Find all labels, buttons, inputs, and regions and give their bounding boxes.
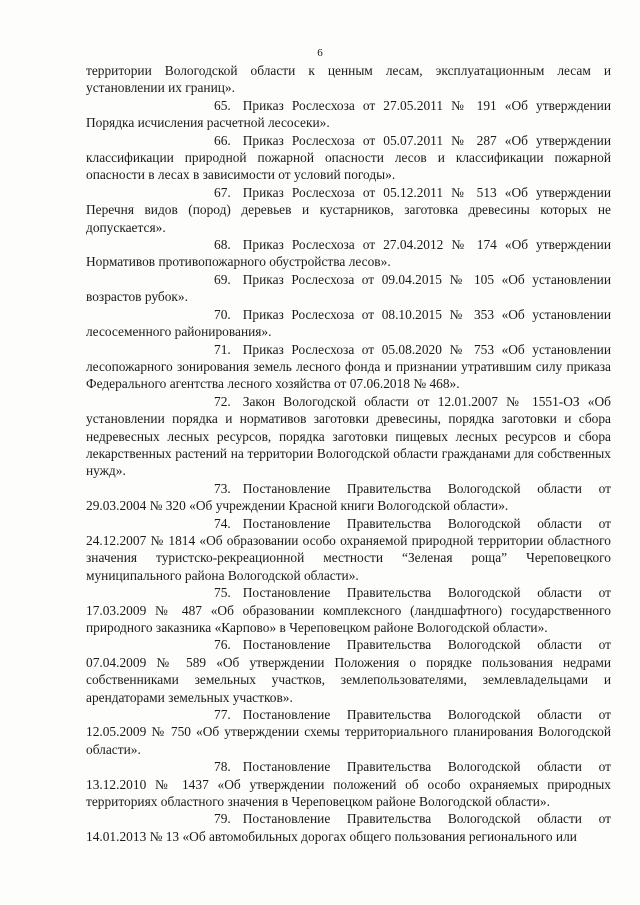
item-number: 72.: [214, 393, 231, 409]
item-text: Постановление Правительства Вологодской области от 13.12.2010 № 1437 «Об утверждении положений об особо охраняемых природных территориях областного значения в Череповецком районе Вологодской области».: [86, 759, 611, 810]
item-text: Приказ Рослесхоза от 05.12.2011 № 513 «Об утверждении Перечня видов (пород) деревьев и кустарников, заготовка древесины которых не допускается».: [86, 184, 611, 235]
item-text: Постановление Правительства Вологодской области от 07.04.2009 № 589 «Об утверждении Положения о порядке пользования недрами собственниками земельных участков, землепользователями, землевладельцами и арендаторами земельных участков».: [86, 637, 611, 705]
document-body: [86, 62, 611, 845]
list-item: [86, 236, 611, 271]
list-item: [86, 480, 611, 515]
list-item: [86, 758, 611, 810]
list-item: [86, 271, 611, 306]
list-item: [86, 184, 611, 236]
item-number: 79.: [214, 811, 231, 827]
list-item: [86, 132, 611, 184]
list-item: [86, 515, 611, 585]
item-text: Приказ Рослесхоза от 27.04.2012 № 174 «Об утверждении Нормативов противопожарного обустройства лесов».: [86, 237, 611, 270]
list-item: [86, 393, 611, 480]
numbered-list: [86, 97, 611, 845]
item-number: 75.: [214, 585, 231, 601]
item-text: Приказ Рослесхоза от 27.05.2011 № 191 «Об утверждении Порядка исчисления расчетной лесосеки».: [86, 97, 611, 131]
item-text: Постановление Правительства Вологодской области от 29.03.2004 № 320 «Об учреждении Красной книги Вологодской области».: [86, 480, 611, 514]
item-number: 76.: [214, 637, 231, 653]
item-number: 68.: [214, 237, 231, 253]
item-number: 66.: [214, 132, 231, 148]
item-number: 69.: [214, 271, 231, 287]
page-number: 6: [317, 47, 323, 59]
list-item: [86, 636, 611, 706]
list-item: [86, 584, 611, 636]
list-item: [86, 306, 611, 341]
item-number: 71.: [214, 341, 231, 357]
item-text: Приказ Рослесхоза от 05.07.2011 № 287 «Об утверждении классификации природной пожарной опасности лесов и классификации пожарной опасности в лесах в зависимости от условий погоды».: [86, 132, 611, 183]
item-text: Постановление Правительства Вологодской области от 14.01.2013 № 13 «Об автомобильных дорогах общего пользования регионального или: [86, 811, 611, 844]
item-number: 65.: [214, 97, 231, 113]
list-item: [86, 341, 611, 393]
item-number: 73.: [214, 480, 231, 496]
continued-paragraph: территории Вологодской области к ценным лесам, эксплуатационным лесам и установлении их границ».: [86, 63, 611, 96]
item-number: 78.: [214, 759, 231, 775]
list-item: [86, 706, 611, 758]
item-text: Постановление Правительства Вологодской области от 12.05.2009 № 750 «Об утверждении схемы территориального планирования Вологодской области».: [86, 707, 611, 757]
item-number: 67.: [214, 184, 231, 200]
item-text: Приказ Рослесхоза от 09.04.2015 № 105 «Об установлении возрастов рубок».: [86, 271, 611, 305]
list-item: [86, 97, 611, 132]
item-text: Постановление Правительства Вологодской области от 24.12.2007 № 1814 «Об образовании особо охраняемой природной территории областного значения туристско-рекреационной местности “Зеленая роща” Череповецкого муниципального района Вологодской области».: [86, 515, 611, 583]
item-number: 70.: [214, 306, 231, 322]
item-text: Закон Вологодской области от 12.01.2007 № 1551-ОЗ «Об установлении порядка и нормативов заготовки древесины, порядка заготовки и сбора недревесных лесных ресурсов, порядка заготовки пищевых лесных ресурсов и сбора лекарственных растений на территории Вологодской области гражданами для собственных нужд».: [86, 393, 611, 479]
list-item: [86, 810, 611, 845]
item-number: 77.: [214, 707, 231, 723]
item-text: Приказ Рослесхоза от 08.10.2015 № 353 «Об установлении лесосеменного районирования».: [86, 306, 611, 340]
item-number: 74.: [214, 515, 231, 531]
item-text: Постановление Правительства Вологодской области от 17.03.2009 № 487 «Об образовании комплексного (ландшафтного) государственного природного заказника «Карпово» в Череповецком районе Вологодской области».: [86, 585, 611, 635]
item-text: Приказ Рослесхоза от 05.08.2020 № 753 «Об установлении лесопожарного зонирования земель лесного фонда и признании утратившим силу приказа Федерального агентства лесного хозяйства от 07.06.2018 № 468».: [86, 341, 611, 392]
